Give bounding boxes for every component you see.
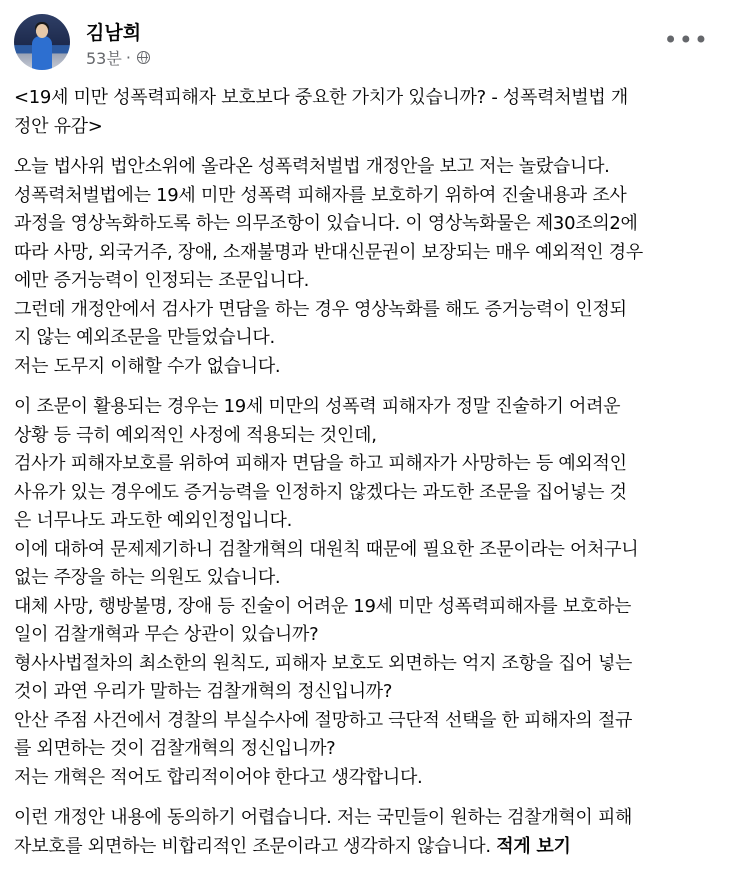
text-line: 이에 대하여 문제제기하니 검찰개혁의 대원칙 때문에 필요한 조문이라는 어처구니 [14, 538, 639, 560]
avatar-head [36, 24, 48, 38]
paragraph-2 [14, 393, 718, 792]
text-line: 성폭력처벌법에는 19세 미만 성폭력 피해자를 보호하기 위하여 진술내용과 조사 [14, 184, 627, 206]
text-line: 이런 개정안 내용에 동의하기 어렵습니다. 저는 국민들이 원하는 검찰개혁이 피해 [14, 807, 633, 828]
text-line: 검사가 피해자보호를 위하여 피해자 면담을 하고 피해자가 사망하는 등 예외적인 [14, 453, 627, 474]
text-line: 대체 사망, 행방불명, 장애 등 진술이 어려운 19세 미만 성폭력피해자를 보호하는 [14, 595, 632, 617]
see-less-link[interactable]: 적게 보기 [496, 835, 571, 857]
text-line: 일이 검찰개혁과 무슨 상관이 있습니까? [14, 624, 319, 645]
post-time[interactable]: 53분 [86, 49, 122, 68]
avatar-figure [32, 36, 52, 70]
text-line-content: 자보호를 외면하는 비합리적인 조문이라고 생각하지 않습니다. [14, 835, 491, 857]
text-line: 것이 과연 우리가 말하는 검찰개혁의 정신입니까? [14, 681, 393, 702]
paragraph-3 [14, 804, 718, 861]
text-line-last [14, 833, 718, 862]
avatar[interactable] [14, 14, 70, 70]
post-body [14, 84, 718, 873]
text-line: 안산 주점 사건에서 경찰의 부실수사에 절망하고 극단적 선택을 한 피해자의 절규 [14, 709, 633, 731]
title-line: 정안 유감> [14, 115, 103, 137]
text-line: 과정을 영상녹화하도록 하는 의무조항이 있습니다. 이 영상녹화물은 제30조의2에 [14, 213, 638, 234]
author-name[interactable]: 김남희 [86, 22, 142, 44]
post-meta [86, 46, 150, 69]
text-line: 오늘 법사위 법안소위에 올라온 성폭력처벌법 개정안을 보고 저는 놀랐습니다. [14, 156, 610, 177]
globe-icon[interactable] [137, 51, 150, 64]
post-title [14, 84, 718, 141]
paragraph-1 [14, 153, 718, 381]
meta-separator: · [125, 48, 131, 67]
text-line: 에만 증거능력이 인정되는 조문입니다. [14, 270, 310, 291]
post-header [14, 14, 717, 70]
text-line: 지 않는 예외조문을 만들었습니다. [14, 327, 275, 348]
text-line: 따라 사망, 외국거주, 장애, 소재불명과 반대신문권이 보장되는 매우 예외적인 경우 [14, 241, 643, 263]
text-line: 은 너무나도 과도한 예외인정입니다. [14, 510, 293, 531]
more-horizontal-icon[interactable]: ••• [663, 26, 709, 54]
text-line: 이 조문이 활용되는 경우는 19세 미만의 성폭력 피해자가 정말 진술하기 어려운 [14, 396, 621, 417]
text-line: 를 외면하는 것이 검찰개혁의 정신입니까? [14, 738, 336, 759]
text-line: 저는 개혁은 적어도 합리적이어야 한다고 생각합니다. [14, 766, 423, 788]
text-line: 상황 등 극히 예외적인 사정에 적용되는 것인데, [14, 424, 377, 446]
text-line: 사유가 있는 경우에도 증거능력을 인정하지 않겠다는 과도한 조문을 집어넣는 것 [14, 481, 627, 503]
text-line: 그런데 개정안에서 검사가 면담을 하는 경우 영상녹화를 해도 증거능력이 인정되 [14, 298, 627, 320]
title-line: <19세 미만 성폭력피해자 보호보다 중요한 가치가 있습니까? - 성폭력처벌법 개 [14, 87, 628, 108]
text-line: 형사사법절차의 최소한의 원칙도, 피해자 보호도 외면하는 억지 조항을 집어 넣는 [14, 652, 633, 674]
text-line: 저는 도무지 이해할 수가 없습니다. [14, 355, 281, 377]
text-line: 없는 주장을 하는 의원도 있습니다. [14, 567, 281, 588]
